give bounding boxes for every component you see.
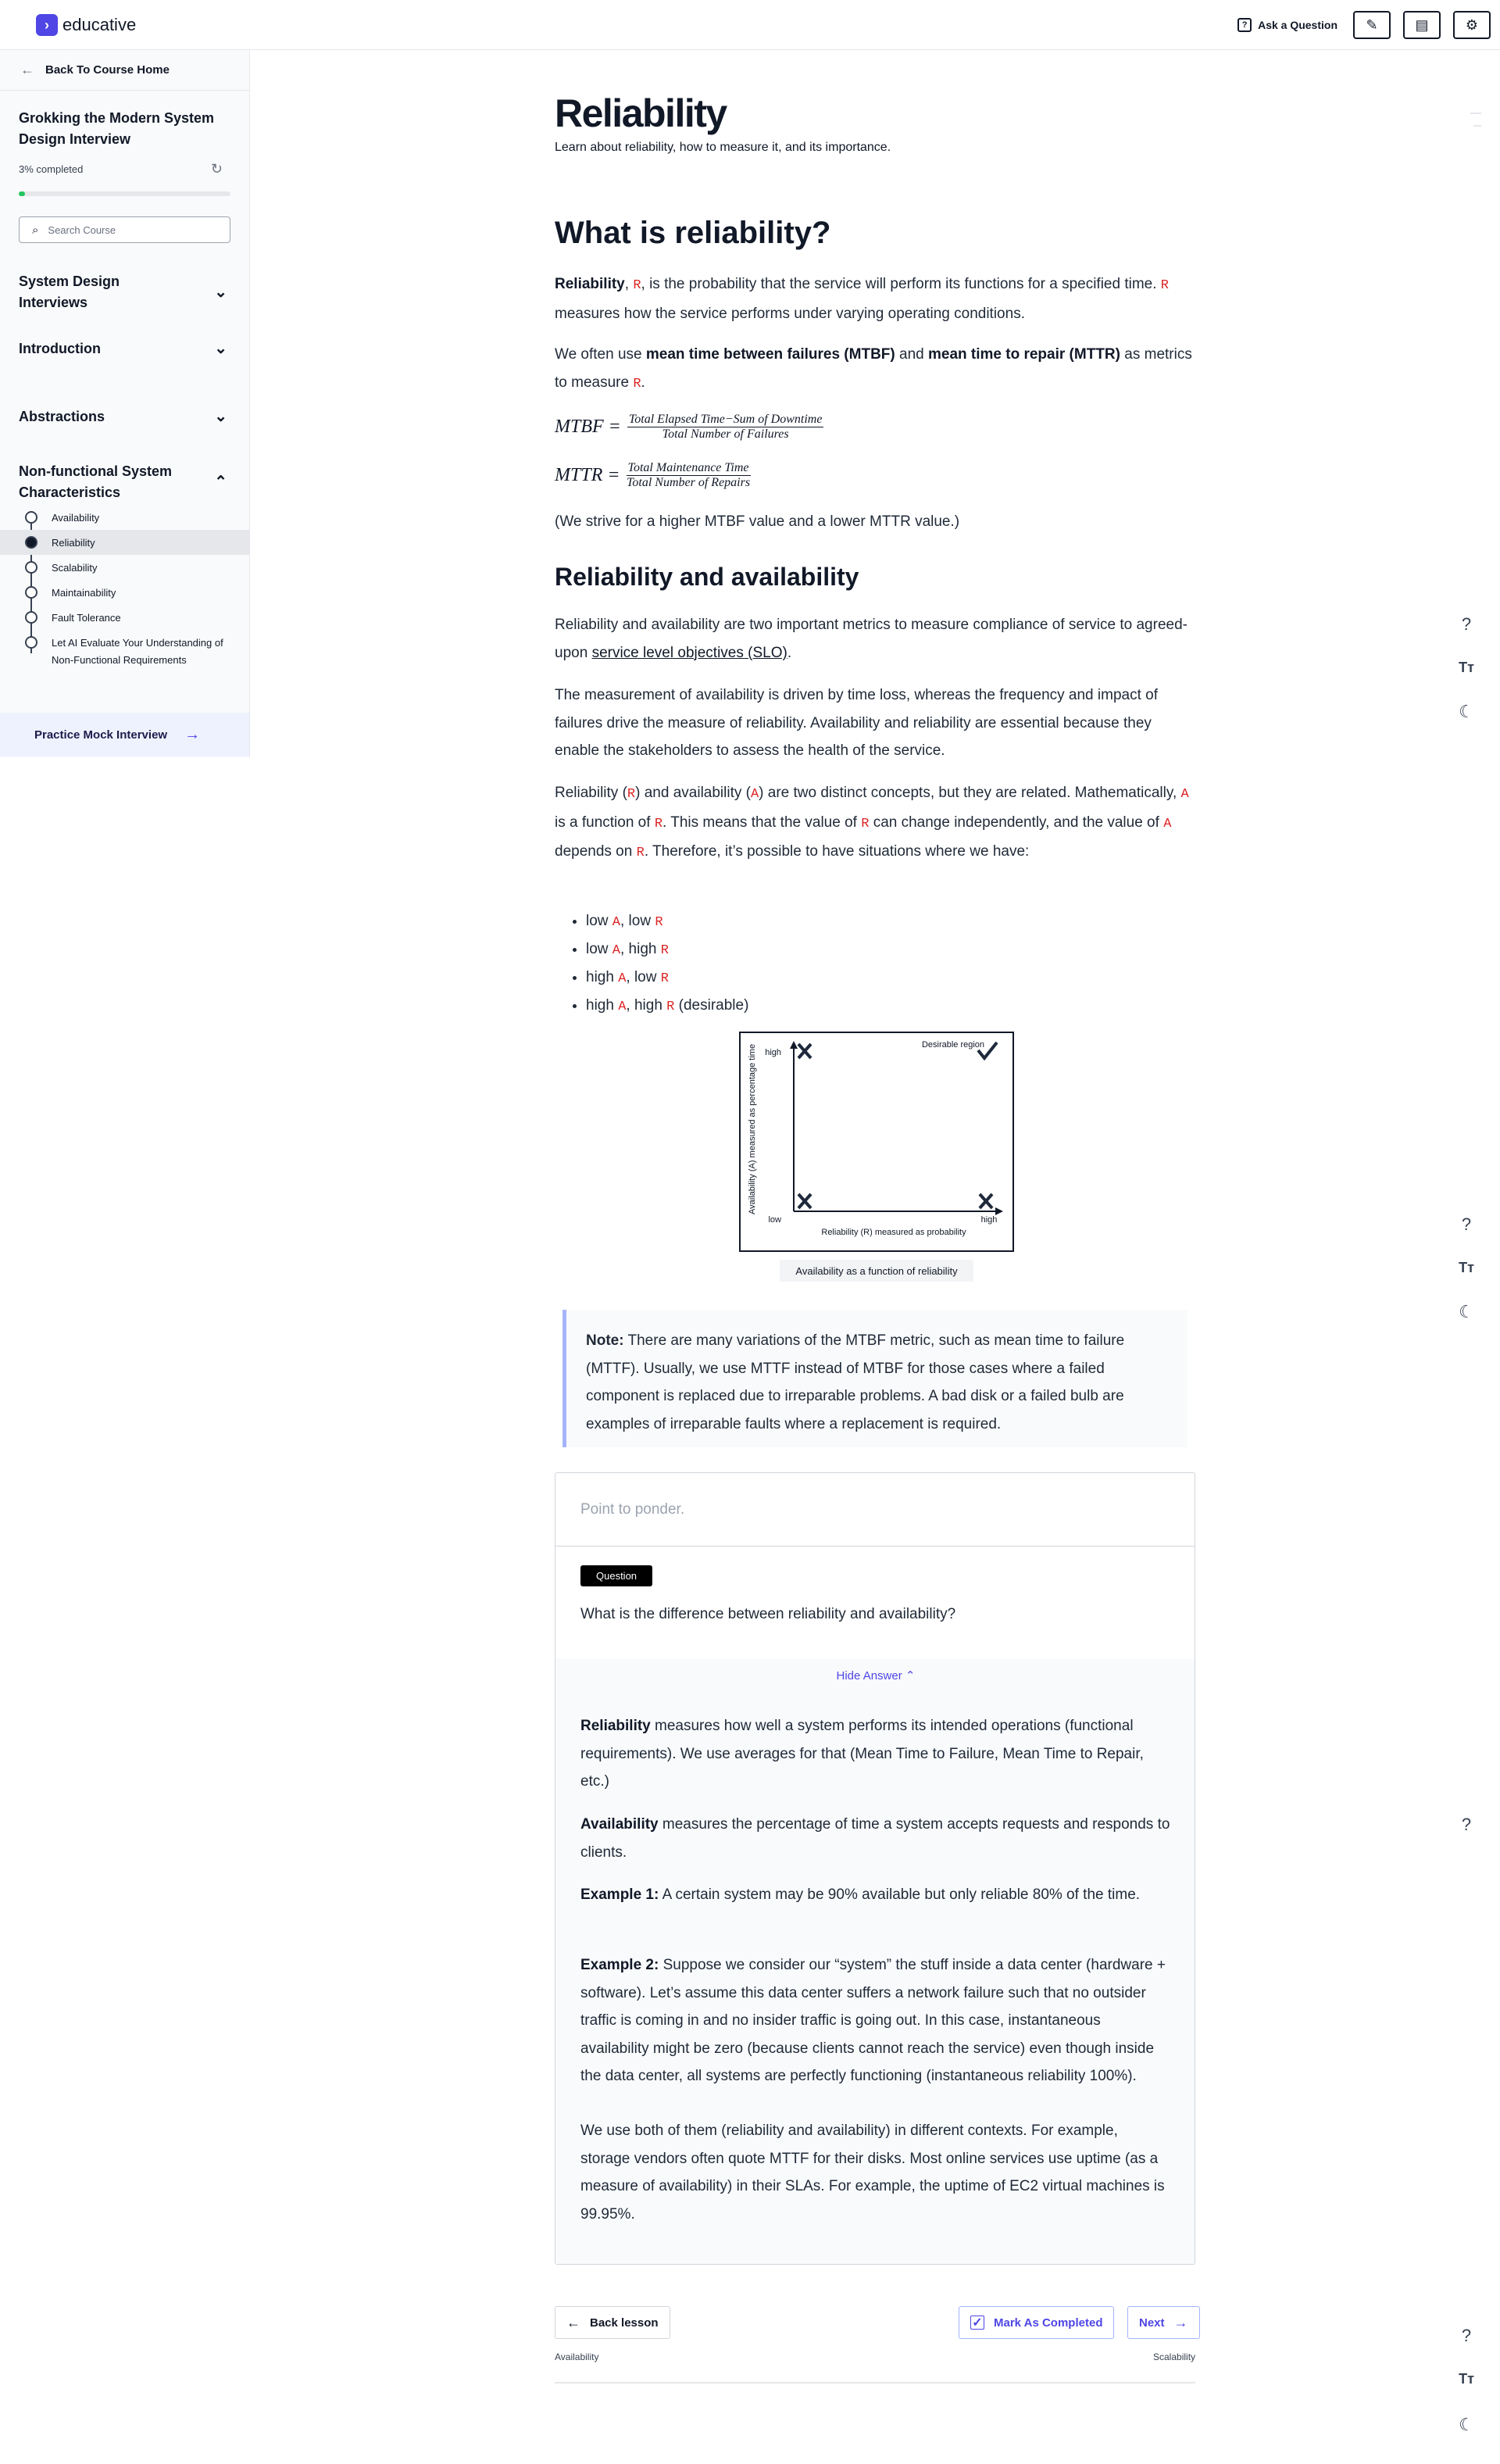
back-to-course-home[interactable]: ← Back To Course Home — [0, 50, 249, 91]
list-item: • low A, low R — [586, 908, 748, 936]
answer-contexts: We use both of them (reliability and availability) in different contexts. For example, storage vendors often quote MTTF for their disks. Most online services use uptime (as a measure of availability) in their SLAs. For example, the uptime of EC2 virtual machines is 99.95%. — [580, 2122, 1165, 2223]
checkbox-icon: ✓ — [970, 2316, 984, 2330]
divider — [555, 2382, 1195, 2384]
lesson-ai-evaluate[interactable]: Let AI Evaluate Your Understanding of Non-Functional Requirements — [0, 630, 249, 669]
bullet-list — [586, 908, 748, 1021]
chevron-down-icon: ⌄ — [214, 283, 227, 301]
top-bar — [0, 0, 1500, 50]
progress-bar — [19, 191, 230, 196]
list-item: • high A, low R — [586, 964, 748, 992]
status-circle-icon — [25, 586, 38, 599]
document-icon: ▤ — [1415, 16, 1429, 33]
answer-availability: Availability measures the percentage of time a system accepts requests and responds to clients. — [580, 1816, 1170, 1861]
help-icon[interactable]: ? — [1461, 614, 1472, 634]
mark-as-completed-button[interactable]: ✓ Mark As Completed — [959, 2306, 1114, 2339]
lesson-title: Reliability — [555, 91, 727, 135]
edit-button[interactable] — [1353, 11, 1391, 39]
heading-what-is-reliability: What is reliability? — [555, 216, 831, 250]
list-item: • high A, high R (desirable) — [586, 992, 748, 1021]
slo-link[interactable]: service level objectives (SLO) — [591, 644, 788, 661]
practice-mock-interview[interactable]: Practice Mock Interview → — [0, 713, 249, 756]
status-circle-icon — [25, 536, 38, 549]
settings-button[interactable] — [1453, 11, 1491, 39]
lesson-maintainability[interactable]: Maintainability — [0, 580, 249, 605]
search-course[interactable] — [19, 216, 230, 243]
arrow-right-icon: → — [1173, 2314, 1188, 2330]
cross-icon — [798, 1194, 811, 1208]
ponder-heading: Point to ponder. — [555, 1473, 1195, 1547]
search-input[interactable] — [48, 224, 204, 236]
answer-example-1: Example 1: A certain system may be 90% available but only reliable 80% of the time. — [580, 1886, 1141, 1903]
paragraph-relation: Reliability (R) and availability (A) are two distinct concepts, but they are related. Mathematically, A is a function of R. This means that the value of R can change independently, and the value of A depends on R. Therefore, it’s possible to have situations where we have: — [555, 785, 1189, 860]
figure-svg — [741, 1033, 1012, 1250]
theme-toggle-icon[interactable]: ☾ — [1459, 2415, 1474, 2434]
paragraph-metrics: We often use mean time between failures (MTBF) and mean time to repair (MTTR) as metrics to measure R. — [555, 346, 1192, 392]
status-circle-icon — [25, 611, 38, 624]
help-icon[interactable]: ? — [1461, 2326, 1472, 2345]
chevron-down-icon: ⌄ — [214, 408, 227, 425]
back-lesson-button[interactable]: ← Back lesson — [555, 2306, 670, 2339]
font-size-icon[interactable]: Tт — [1459, 1260, 1474, 1275]
lesson-fault-tolerance[interactable]: Fault Tolerance — [0, 605, 249, 630]
cross-icon — [798, 1044, 811, 1058]
scroll-indicator — [1470, 113, 1481, 114]
lesson-subtitle: Learn about reliability, how to measure it, and its importance. — [555, 141, 891, 154]
x-axis-label: Reliability (R) measured as probability — [821, 1228, 966, 1237]
arrow-left-icon: ← — [566, 2314, 580, 2330]
font-size-icon[interactable]: Tт — [1459, 660, 1474, 675]
paragraph-measurement: The measurement of availability is driven by time loss, whereas the frequency and impact of failures drive the measure of reliability. Availability and reliability are essential because they enable the stakeholders to assess the health of the service. — [555, 687, 1158, 759]
section-non-functional[interactable]: Non-functional System Characteristics ⌃ — [19, 463, 227, 500]
question-text: What is the difference between reliability and availability? — [580, 1606, 956, 1622]
lesson-reliability[interactable]: Reliability — [0, 530, 249, 555]
course-title: Grokking the Modern System Design Interview — [19, 110, 215, 147]
question-badge: Question — [580, 1565, 652, 1586]
y-high-label: high — [765, 1048, 781, 1057]
theme-toggle-icon[interactable]: ☾ — [1459, 1302, 1474, 1321]
availability-reliability-figure[interactable] — [739, 1032, 1014, 1252]
progress-text: 3% completed — [19, 163, 84, 175]
theme-toggle-icon[interactable]: ☾ — [1459, 702, 1474, 721]
answer-area — [555, 1659, 1195, 2265]
answer-example-2: Example 2: Suppose we consider our “system” the stuff inside a data center (hardware + software). Let’s assume this data center suffers a network failure such that no outsider traffic is coming in and no insider traffic is going out. In this case, instantaneous availability might be zero (because clients cannot reach the service) even though inside the data center, all systems are perfectly functioning (instantaneous reliability 100%). — [580, 1957, 1166, 2084]
scroll-indicator — [1473, 125, 1481, 127]
section-abstractions[interactable]: Abstractions ⌄ — [0, 406, 249, 427]
desirable-region-label: Desirable region — [921, 1040, 985, 1050]
lesson-scalability[interactable]: Scalability — [0, 555, 249, 580]
x-low-label: low — [768, 1215, 781, 1225]
back-lesson-subtitle: Availability — [555, 2351, 599, 2362]
hide-answer-button[interactable]: Hide Answer ⌃ — [836, 1669, 916, 1683]
paragraph-definition: Reliability, R, is the probability that the service will perform its functions for a specified time. R measures how the service performs under varying operating conditions. — [555, 276, 1169, 322]
lesson-availability[interactable]: Availability — [0, 505, 249, 530]
arrow-right-icon: → — [184, 725, 201, 743]
pencil-icon: ✎ — [1366, 16, 1378, 33]
x-high-label: high — [980, 1215, 998, 1225]
mttr-formula: MTTR = $\frac{\text{Total Maintenance Time}}{\text{Total Number of Repairs}}$ — [555, 461, 751, 489]
heading-reliability-availability: Reliability and availability — [555, 563, 859, 591]
logo[interactable]: › educative — [36, 14, 136, 36]
y-axis-label: Availability (A) measured as percentage time — [748, 1043, 757, 1214]
paragraph-slo: Reliability and availability are two important metrics to measure compliance of service to agreed-upon service level objectives (SLO). — [555, 617, 1188, 661]
next-button[interactable]: Next → — [1127, 2306, 1200, 2339]
search-icon: ⌕ — [32, 223, 39, 237]
refresh-icon[interactable]: ↻ — [210, 161, 223, 177]
notes-button[interactable] — [1403, 11, 1441, 39]
status-circle-icon — [25, 511, 38, 524]
sidebar — [0, 50, 250, 757]
lesson-list — [0, 505, 249, 669]
help-icon[interactable]: ? — [1461, 1815, 1472, 1834]
help-icon[interactable]: ? — [1461, 1214, 1472, 1234]
arrow-left-icon: ← — [20, 62, 34, 77]
figure-caption: Availability as a function of reliability — [780, 1260, 973, 1282]
educative-logo-icon: › — [36, 14, 58, 36]
ask-question-button[interactable]: ? Ask a Question — [1238, 18, 1338, 32]
x-axis-arrow-icon — [995, 1207, 1003, 1215]
progress-fill — [19, 191, 25, 196]
gear-icon: ⚙ — [1465, 16, 1479, 33]
paragraph-strive: (We strive for a higher MTBF value and a lower MTTR value.) — [555, 513, 960, 530]
status-circle-icon — [25, 636, 38, 649]
list-item: • low A, high R — [586, 936, 748, 964]
next-subtitle: Scalability — [1153, 2351, 1196, 2362]
chevron-down-icon: ⌄ — [214, 340, 227, 357]
chevron-up-icon: ⌃ — [905, 1669, 916, 1683]
status-circle-icon — [25, 561, 38, 574]
section-introduction[interactable]: Introduction ⌄ — [0, 338, 249, 359]
note-box: Note: There are many variations of the MTBF metric, such as mean time to failure (MTTF). Usually, we use MTTF instead of MTBF for those cases where a failed component is replaced due to irreparable problems. A bad disk or a failed bulb are examples of irreparable faults where a replacement is required. — [562, 1310, 1188, 1447]
font-size-icon[interactable]: Tт — [1459, 2371, 1474, 2387]
cross-icon — [980, 1194, 992, 1208]
question-icon: ? — [1238, 18, 1252, 32]
chevron-up-icon: ⌃ — [214, 473, 227, 491]
point-to-ponder — [555, 1472, 1195, 2265]
answer-reliability: Reliability measures how well a system performs its intended operations (functional requirements). We use averages for that (Mean Time to Failure, Mean Time to Repair, etc.) — [580, 1718, 1144, 1790]
section-system-design-interviews[interactable]: System Design Interviews ⌄ — [19, 274, 227, 310]
y-axis-arrow-icon — [790, 1041, 798, 1049]
mtbf-formula: MTBF = $\frac{\text{Total Elapsed Time−Sum of Downtime}}{\text{Total Number of Failures}}$ — [555, 413, 823, 441]
